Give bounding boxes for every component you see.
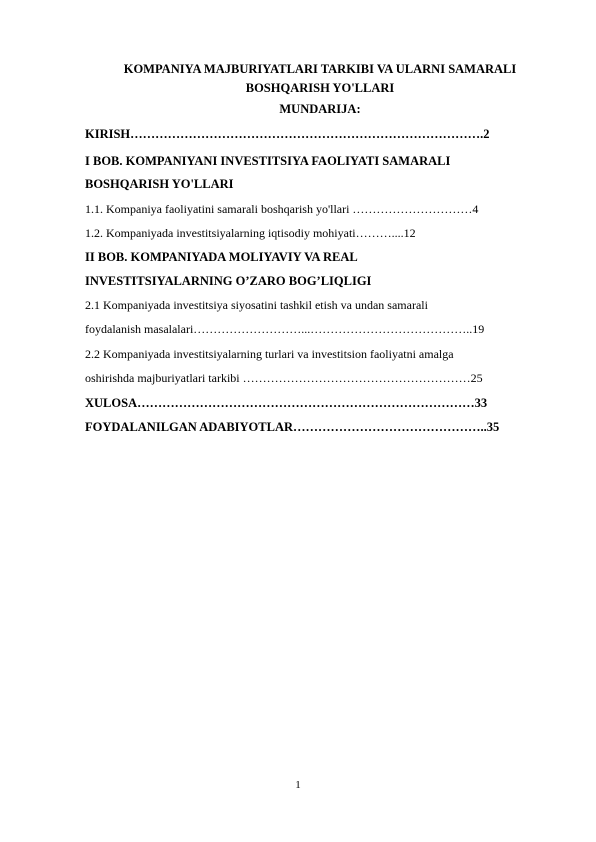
toc-entry-kirish: KIRISH………………………………………………………………………….2 (85, 127, 490, 141)
page-number: 1 (295, 779, 301, 791)
toc-chapter-2-line-1: II BOB. KOMPANIYADA MOLIYAVIY VA REAL (85, 250, 358, 264)
toc-entry-adabiyotlar: FOYDALANILGAN ADABIYOTLAR………………………………………..35 (85, 420, 500, 434)
document-title-line-1: KOMPANIYA MAJBURIYATLARI TARKIBI VA ULARNI SAMARALI (123, 62, 517, 76)
toc-entry-1-1: 1.1. Kompaniya faoliyatini samarali boshqarish yo'llari …………………………4 (85, 202, 479, 216)
toc-chapter-1-line-2: BOSHQARISH YO'LLARI (85, 177, 234, 191)
toc-chapter-1-line-1: I BOB. KOMPANIYANI INVESTITSIYA FAOLIYATI SAMARALI (85, 154, 451, 168)
toc-entry-2-2-line-2: oshirishda majburiyatlari tarkibi …………………………………………………25 (85, 371, 483, 385)
contents-heading: MUNDARIJA: (279, 102, 361, 116)
toc-entry-1-2: 1.2. Kompaniyada investitsiyalarning iqtisodiy mohiyati………....12 (85, 226, 416, 240)
toc-entry-2-1-line-1: 2.1 Kompaniyada investitsiya siyosatini tashkil etish va undan samarali (85, 298, 428, 312)
toc-chapter-2-line-2: INVESTITSIYALARNING O’ZARO BOG’LIQLIGI (85, 274, 372, 288)
toc-entry-2-1-line-2: foydalanish masalalari………………………...…………………………………..19 (85, 322, 485, 336)
toc-entry-xulosa: XULOSA………………………………………………………………………33 (85, 396, 488, 410)
document-title-line-2: BOSHQARISH YO'LLARI (245, 81, 395, 95)
toc-entry-2-2-line-1: 2.2 Kompaniyada investitsiyalarning turlari va investitsion faoliyatni amalga (85, 347, 454, 361)
